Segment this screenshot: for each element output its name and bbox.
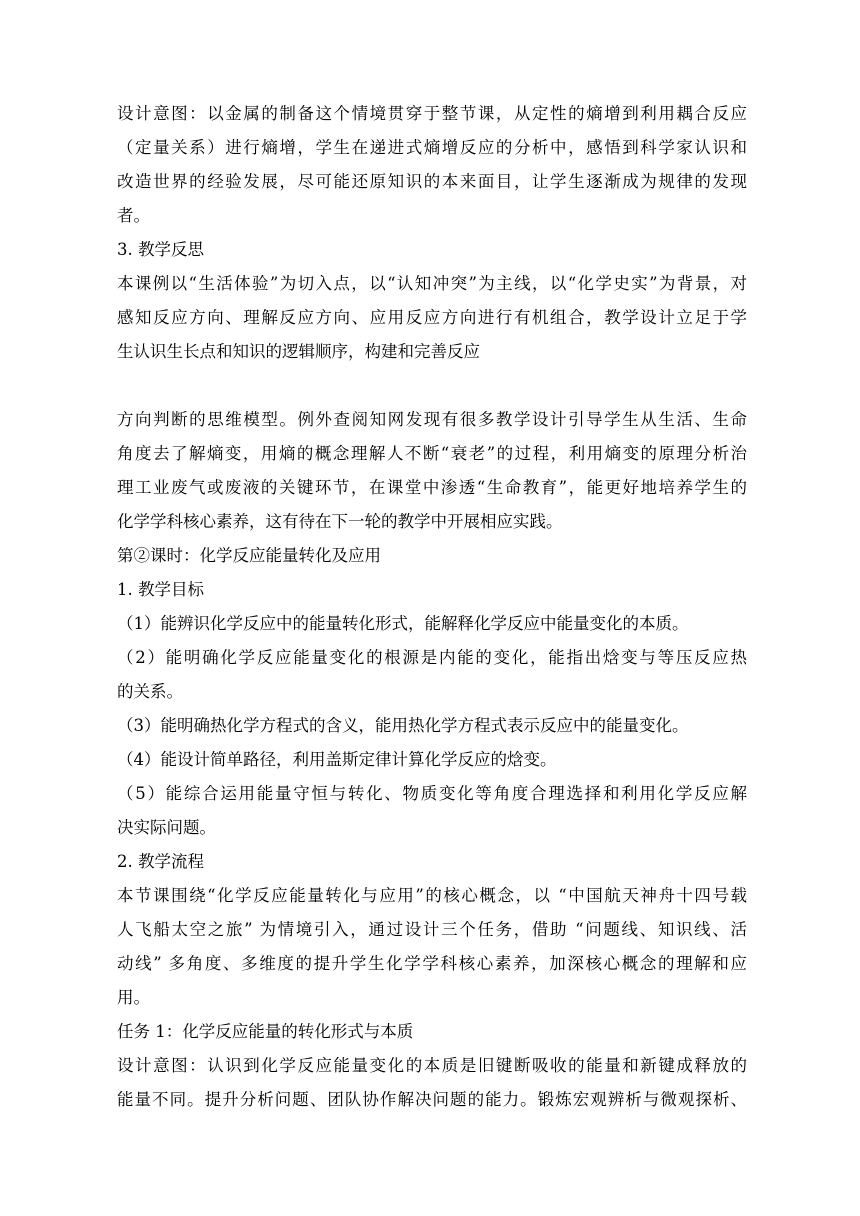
- text-line: 生认识生长点和知识的逻辑顺序，构建和完善反应: [117, 342, 480, 361]
- section-heading: 第②课时：化学反应能量转化及应用: [117, 546, 381, 565]
- text-line: 人飞船太空之旅” 为情境引入，通过设计三个任务，借助 “问题线、知识线、活: [117, 920, 747, 939]
- text-line: 改造世界的经验发展，尽可能还原知识的本来面目，让学生逐渐成为规律的发现: [117, 172, 747, 191]
- list-item: （3）能明确热化学方程式的含义，能用热化学方程式表示反应中的能量变化。: [117, 716, 689, 735]
- list-item: （2）能明确化学反应能量变化的根源是内能的变化，能指出焓变与等压反应热: [117, 648, 747, 667]
- text-line: 能量不同。提升分析问题、团队协作解决问题的能力。锻炼宏观辨析与微观探析、: [117, 1090, 747, 1109]
- text-line: 角度去了解熵变，用熵的概念理解人不断“衰老”的过程，利用熵变的原理分析治: [117, 444, 747, 463]
- text-line: 设计意图：以金属的制备这个情境贯穿于整节课，从定性的熵增到利用耦合反应: [117, 104, 747, 123]
- text-line: 者。: [117, 206, 150, 225]
- section-heading: 任务 1：化学反应能量的转化形式与本质: [117, 1022, 414, 1041]
- text-line: 本课例以“生活体验”为切入点，以“认知冲突”为主线，以“化学史实”为背景，对: [117, 274, 747, 293]
- section-heading: 1. 教学目标: [117, 580, 204, 599]
- list-item-continuation: 的关系。: [117, 682, 183, 701]
- text-line: 动线” 多角度、多维度的提升学生化学学科核心素养，加深核心概念的理解和应: [117, 954, 747, 973]
- text-line: 化学学科核心素养，这有待在下一轮的教学中开展相应实践。: [117, 512, 563, 531]
- text-line: （定量关系）进行熵增，学生在递进式熵增反应的分析中，感悟到科学家认识和: [117, 138, 747, 157]
- list-item-continuation: 决实际问题。: [117, 818, 216, 837]
- section-heading: 2. 教学流程: [117, 852, 204, 871]
- text-line: 设计意图：认识到化学反应能量变化的本质是旧键断吸收的能量和新键成释放的: [117, 1056, 747, 1075]
- text-line: 感知反应方向、理解反应方向、应用反应方向进行有机组合，教学设计立足于学: [117, 308, 747, 327]
- text-line: 方向判断的思维模型。例外查阅知网发现有很多教学设计引导学生从生活、生命: [117, 410, 747, 429]
- text-line: 理工业废气或废液的关键环节，在课堂中渗透“生命教育”，能更好地培养学生的: [117, 478, 747, 497]
- list-item: （1）能辨识化学反应中的能量转化形式，能解释化学反应中能量变化的本质。: [117, 614, 689, 633]
- section-heading: 3. 教学反思: [117, 240, 204, 259]
- list-item: （4）能设计简单路径，利用盖斯定律计算化学反应的焓变。: [117, 750, 557, 769]
- list-item: （5）能综合运用能量守恒与转化、物质变化等角度合理选择和利用化学反应解: [117, 784, 747, 803]
- text-line: 本节课围绕“化学反应能量转化与应用”的核心概念，以 “中国航天神舟十四号载: [117, 886, 747, 905]
- text-line: 用。: [117, 988, 150, 1007]
